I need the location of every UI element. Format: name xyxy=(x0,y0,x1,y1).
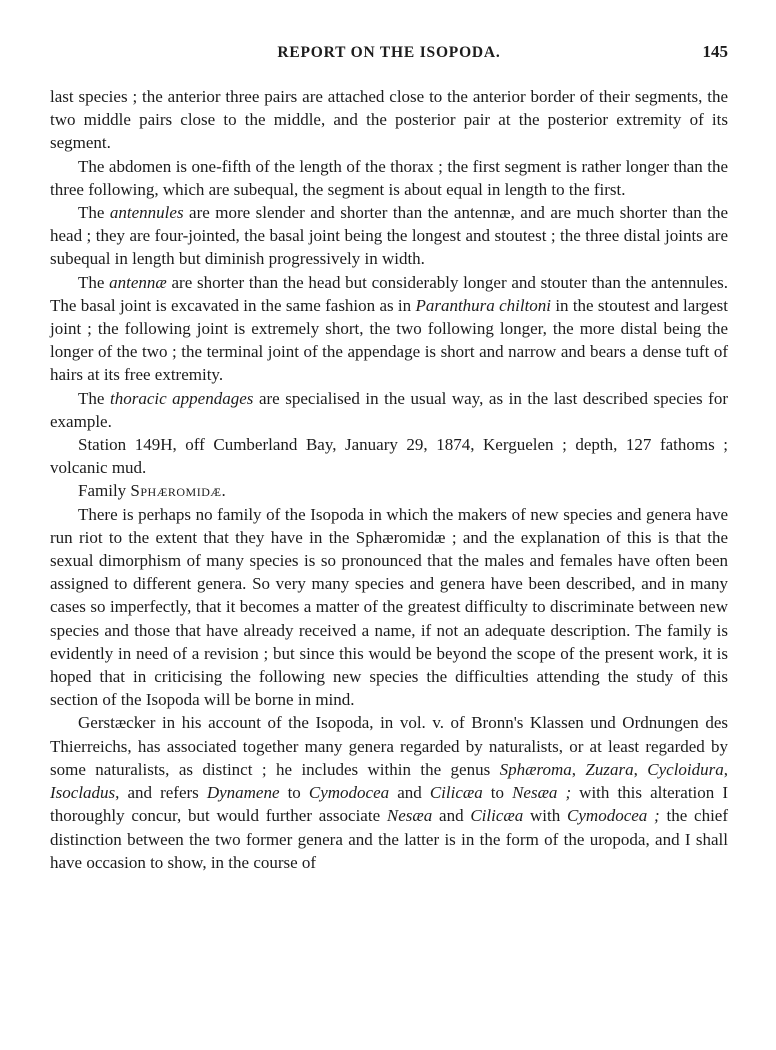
text-run: to xyxy=(482,783,513,803)
text-run: The xyxy=(78,388,110,408)
running-title: REPORT ON THE ISOPODA. xyxy=(277,44,501,61)
genus-name: Sphæroma xyxy=(499,759,572,779)
genus-name: Zuzara xyxy=(585,759,634,779)
page-header xyxy=(50,42,728,66)
paragraph: There is perhaps no family of the Isopoda in which the makers of new species and genera have run riot to the extent that they have in the Sphæromidæ ; and the explanation of this is that the sexual dimorphism of many species is so pronounced that the males and females have often been assigned to different genera. So very many species and genera have been described, and in many cases so imperfectly, that it becomes a matter of the greatest difficulty to discriminate between new species and those that have already received a name, if not an adequate description. The family is evidently in need of a revision ; but since this would be beyond the scope of the present work, it is hoped that in criticising the following new species the difficulties attending the study of this section of the Isopoda will be borne in mind. xyxy=(50,504,728,710)
genus-name: Dynamene xyxy=(206,783,280,803)
text-run: are shorter than the head but considerably longer and stouter than the antennules. The basal joint is excavated in the same fashion as in xyxy=(50,272,728,315)
genus-name: Cilicæa xyxy=(429,783,483,803)
paragraph xyxy=(50,711,728,873)
paragraph xyxy=(50,387,728,433)
text-run: with xyxy=(523,806,568,826)
text-run: the chief distinction between the two former genera and the latter is in the form of the uropoda, and I shall have occasion to show, in the course of xyxy=(50,806,729,872)
text-run: , xyxy=(633,759,648,779)
term-antennules: antennules xyxy=(109,203,184,223)
text-run: , xyxy=(571,759,586,779)
term-thoracic-appendages: thoracic appendages xyxy=(109,388,254,408)
text-run: The xyxy=(78,203,110,223)
paragraph: last species ; the anterior three pairs are attached close to the anterior border of their segments, the two middle pairs close to the middle, and the posterior pair at the posterior extremity of its segment. xyxy=(50,87,728,153)
page-number: 145 xyxy=(702,42,728,61)
paragraph xyxy=(50,271,728,387)
family-name: Sphæromidæ. xyxy=(130,481,227,501)
genus-name: Isocladus xyxy=(50,783,116,803)
genus-name: Nesæa xyxy=(386,806,433,826)
text-run: The xyxy=(78,272,110,292)
text-run: are specialised in the usual way, as in the last described species for example. xyxy=(50,388,728,431)
text-run: in the stoutest and largest joint ; the following joint is extremely short, the two following longer, the more distal being the longer of the two ; the terminal joint of the appendage is short and narrow and bears a dense tuft of hairs at its free extremity. xyxy=(50,295,728,385)
text-run: are more slender and shorter than the antennæ, and are much shorter than the head ; they are four-jointed, the basal joint being the longest and stoutest ; the three distal joints are subequal in length but diminish progressively in width. xyxy=(50,203,728,269)
genus-name: Cycloidura xyxy=(647,759,724,779)
body-text xyxy=(50,85,728,874)
text-run: to xyxy=(279,783,309,803)
genus-name: Cymodocea ; xyxy=(567,806,660,826)
text-run: and xyxy=(432,806,471,826)
text-run: , xyxy=(723,759,729,779)
station-paragraph: Station 149H, off Cumberland Bay, January 29, 1874, Kerguelen ; depth, 127 fathoms ; volcanic mud. xyxy=(50,435,728,478)
genus-name: Cilicæa xyxy=(470,806,524,826)
genus-name: Cymodocea xyxy=(308,783,390,803)
term-antennae: antennæ xyxy=(109,272,167,292)
paragraph xyxy=(50,201,728,271)
genus-name: Nesæa ; xyxy=(512,783,572,803)
section-heading xyxy=(50,479,728,502)
text-run: and xyxy=(389,783,430,803)
text-run: Gerstæcker in his account of the Isopoda, in vol. v. of Bronn's Klassen und Ordnungen des Thierreichs, has associated together many genera regarded by naturalists, or at least regarded by some naturalists, as distinct ; he includes within the genus xyxy=(50,713,728,779)
paragraph: The abdomen is one-fifth of the length of the thorax ; the first segment is rather longer than the three following, which are subequal, the segment is about equal in length to the first. xyxy=(50,156,728,199)
species-name: Paranthura chiltoni xyxy=(415,295,552,315)
text-run: , and refers xyxy=(115,783,207,803)
heading-prefix: Family xyxy=(78,481,131,501)
text-run: with this alteration I thoroughly concur, but would further associate xyxy=(50,783,728,826)
